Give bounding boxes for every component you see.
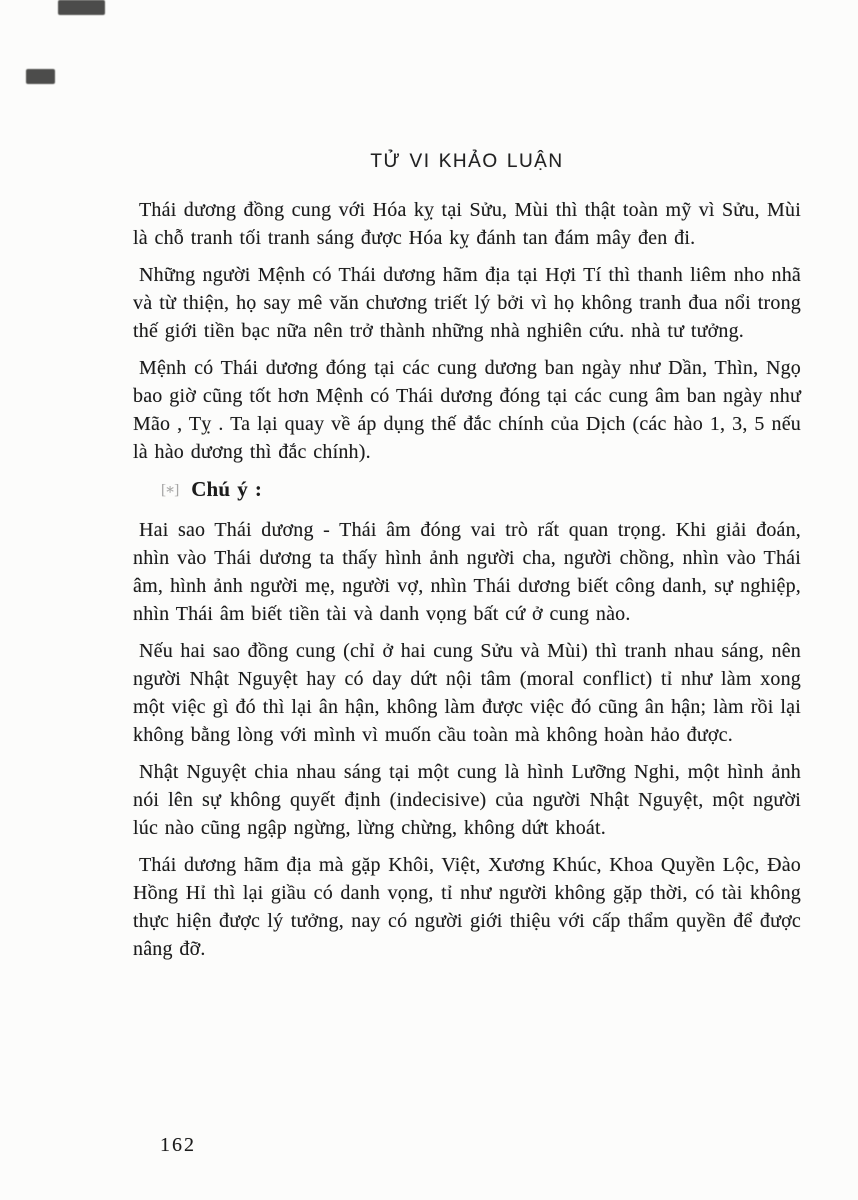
paragraph: Mệnh có Thái dương đóng tại các cung dương ban ngày như Dần, Thìn, Ngọ bao giờ cũng tốt hơn Mệnh có Thái dương đóng tại các cung âm ban ngày như Mão , Tỵ . Ta lại quay về áp dụng thế đắc chính của Dịch (các hào 1, 3, 5 nếu là hào dương thì đắc chính).: [133, 357, 801, 463]
paragraph: Nhật Nguyệt chia nhau sáng tại một cung là hình Lưỡng Nghi, một hình ảnh nói lên sự không quyết định (indecisive) của người Nhật Nguyệt, một người lúc nào cũng ngập ngừng, lừng chừng, không dứt khoát.: [133, 761, 801, 839]
page-number: 162: [160, 1134, 196, 1156]
page-title: TỬ VI KHẢO LUẬN: [370, 151, 564, 172]
page-content: [133, 148, 801, 972]
note-marker-icon: [∗]: [161, 482, 179, 498]
paragraph: Những người Mệnh có Thái dương hãm địa tại Hợi Tí thì thanh liêm nho nhã và từ thiện, họ say mê văn chương triết lý bởi vì họ không tranh đua nổi trong thế giới tiền bạc nữa nên trở thành những nhà nghiên cứu. nhà tư tưởng.: [133, 264, 801, 342]
scan-artifact-left: [26, 69, 55, 84]
scan-artifact-top: [58, 0, 105, 15]
paragraph: Hai sao Thái dương - Thái âm đóng vai trò rất quan trọng. Khi giải đoán, nhìn vào Thái dương ta thấy hình ảnh người cha, người chồng, nhìn vào Thái âm, hình ảnh người mẹ, người vợ, nhìn Thái dương biết công danh, sự nghiệp, nhìn Thái âm biết tiền tài và danh vọng bất cứ ở cung nào.: [133, 519, 801, 625]
note-heading-label: Chú ý :: [191, 477, 263, 501]
paragraph: Thái dương hãm địa mà gặp Khôi, Việt, Xương Khúc, Khoa Quyền Lộc, Đào Hồng Hỉ thì lại giầu có danh vọng, tỉ như người không gặp thời, có tài không thực hiện được lý tưởng, nay có người giới thiệu với cấp thẩm quyền để được nâng đỡ.: [133, 854, 801, 960]
paragraph: Thái dương đồng cung với Hóa kỵ tại Sửu, Mùi thì thật toàn mỹ vì Sửu, Mùi là chỗ tranh tối tranh sáng được Hóa kỵ đánh tan đám mây đen đi.: [133, 199, 801, 249]
note-heading: [161, 475, 801, 506]
paragraph: Nếu hai sao đồng cung (chỉ ở hai cung Sửu và Mùi) thì tranh nhau sáng, nên người Nhật Nguyệt hay có day dứt nội tâm (moral conflict) tỉ như làm xong một việc gì đó thì lại ân hận, không làm được việc đó cũng ân hận; làm rồi lại không bằng lòng với mình vì muốn cầu toàn mà không hoàn hảo được.: [133, 640, 801, 746]
